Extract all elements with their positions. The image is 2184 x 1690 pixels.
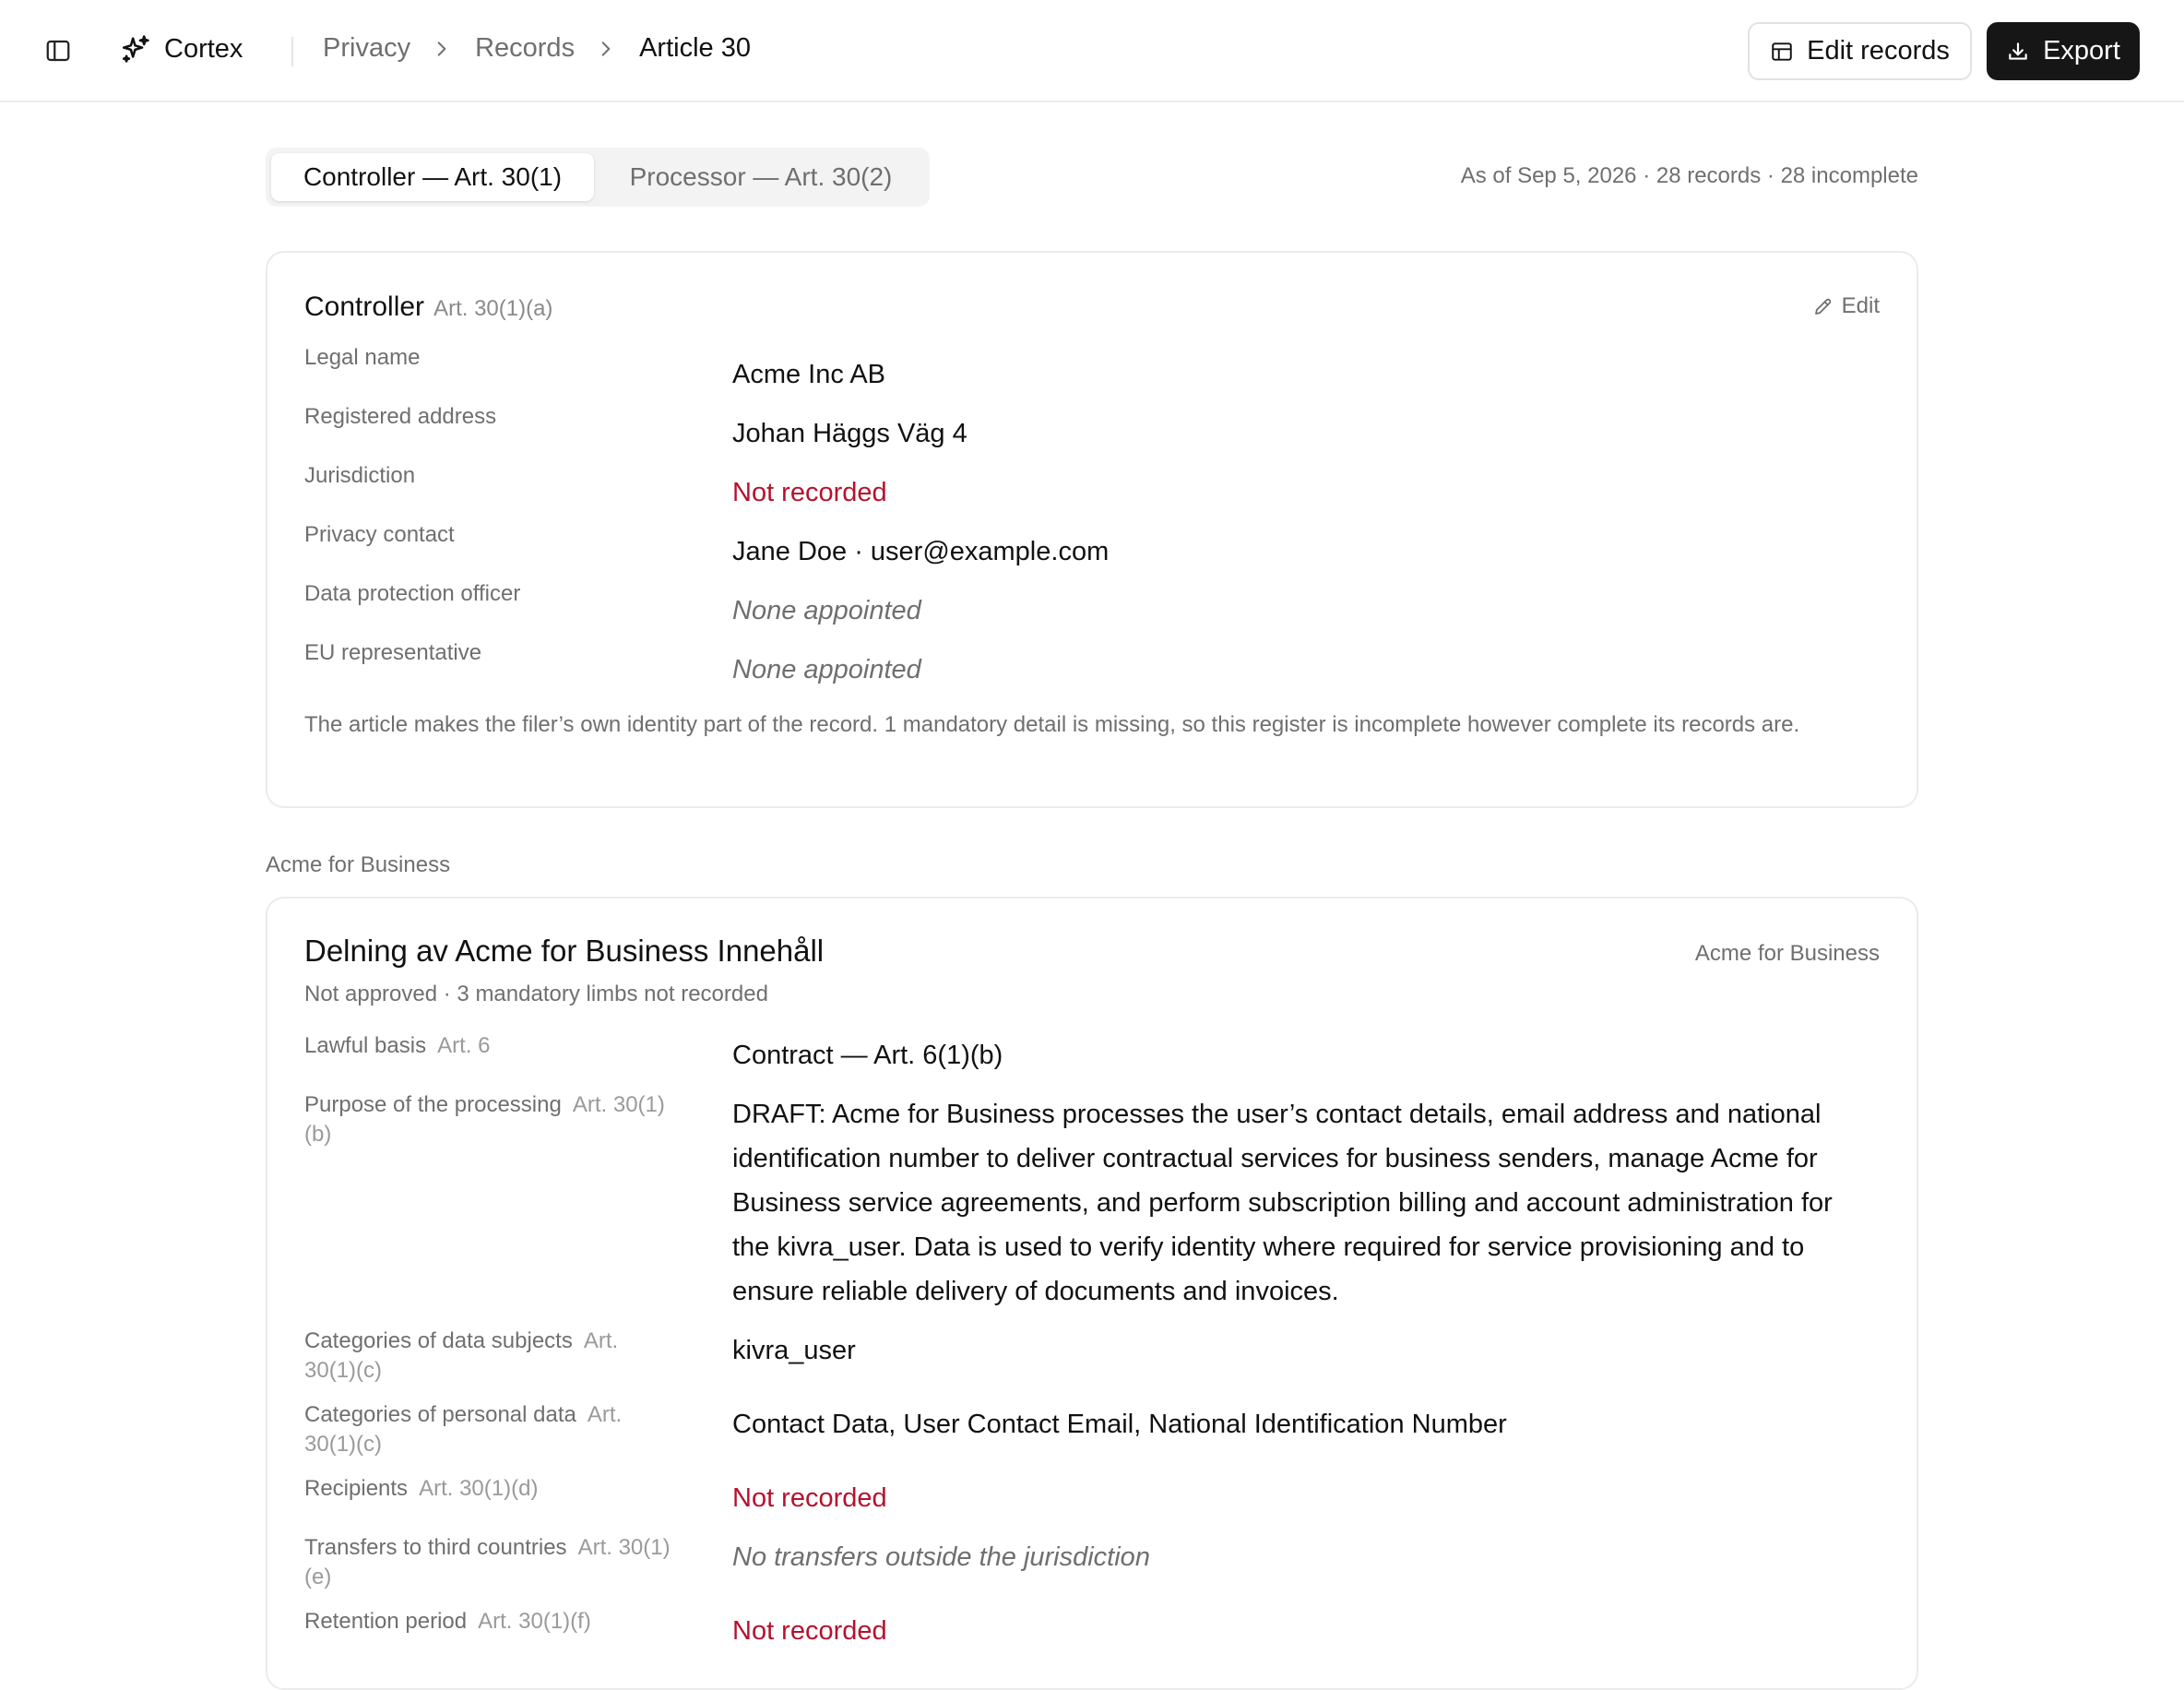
- sidebar-toggle-icon[interactable]: [44, 37, 72, 65]
- records-summary: As of Sep 5, 2026 · 28 records · 28 incomplete: [1460, 163, 1918, 188]
- record-status: Not approved · 3 mandatory limbs not recorded: [304, 982, 768, 1006]
- breadcrumb-privacy[interactable]: Privacy: [323, 33, 411, 63]
- missing-value: Not recorded: [732, 478, 887, 507]
- empty-value: None appointed: [732, 655, 921, 684]
- chevron-right-icon: [597, 40, 615, 58]
- missing-value: Not recorded: [732, 1616, 887, 1646]
- field-value: Contact Data, User Contact Email, National Identification Number: [732, 1410, 1507, 1439]
- field-value: DRAFT: Acme for Business processes the user’s contact details, email address and national identification number to deliver contractual services for business senders, manage Acme for Business service agreements, and perform subscription billing and account administration for the kivra_user. Data is used to verify identity where required for service provisioning and to ensure reliable delivery of documents and invoices.: [732, 1100, 1833, 1306]
- field-label: Categories of personal data Art. 30(1)(c): [304, 1402, 623, 1457]
- empty-value: None appointed: [732, 596, 921, 625]
- field-label: Purpose of the processing Art. 30(1)(b): [304, 1092, 665, 1147]
- field-value: Acme Inc AB: [732, 360, 886, 389]
- edit-records-button[interactable]: [1748, 22, 1972, 80]
- brand-name: Cortex: [164, 33, 243, 64]
- sparkles-icon: [120, 33, 151, 65]
- article-tabs: [266, 148, 930, 207]
- chevron-right-icon: [433, 40, 451, 58]
- export-button[interactable]: [1987, 22, 2140, 80]
- record-tag: Acme for Business: [1694, 941, 1880, 966]
- field-label: EU representative: [304, 640, 482, 665]
- field-value: Johan Häggs Väg 4: [732, 419, 967, 448]
- tab-processor[interactable]: Processor — Art. 30(2): [629, 162, 893, 191]
- field-label: Jurisdiction: [304, 463, 416, 488]
- field-value: kivra_user: [732, 1336, 856, 1365]
- breadcrumb: [323, 33, 751, 64]
- controller-note: The article makes the filer’s own identity part of the record. 1 mandatory detail is missing, so this register is incomplete however complete its records are.: [304, 712, 1800, 737]
- table-icon: [1770, 40, 1794, 64]
- record-title[interactable]: Delning av Acme for Business Innehåll: [304, 934, 825, 968]
- controller-title: Controller: [304, 292, 425, 322]
- controller-ref: Art. 30(1)(a): [433, 296, 553, 321]
- edit-records-label: Edit records: [1807, 36, 1950, 65]
- edit-label: Edit: [1841, 293, 1880, 318]
- breadcrumb-records[interactable]: Records: [475, 33, 576, 63]
- field-label: Categories of data subjects Art. 30(1)(c): [304, 1328, 619, 1383]
- controller-heading: [304, 292, 552, 323]
- field-label: Data protection officer: [304, 581, 521, 606]
- field-label: Lawful basis Art. 6: [304, 1033, 491, 1058]
- controller-card: [266, 251, 1918, 808]
- field-label: Registered address: [304, 404, 497, 429]
- field-label: Transfers to third countries Art. 30(1)(e): [304, 1535, 671, 1589]
- download-icon: [2006, 40, 2030, 64]
- field-label: Retention period Art. 30(1)(f): [304, 1609, 591, 1634]
- processing-record-card: [266, 897, 1918, 1690]
- edit-controller-button[interactable]: [1812, 293, 1880, 319]
- field-value: Jane Doe · user@example.com: [732, 537, 1110, 566]
- field-value: Contract — Art. 6(1)(b): [732, 1041, 1003, 1070]
- breadcrumb-current: Article 30: [639, 33, 751, 63]
- pencil-icon: [1812, 295, 1834, 317]
- missing-value: Not recorded: [732, 1483, 887, 1513]
- header-divider: [291, 37, 293, 66]
- empty-value: No transfers outside the jurisdiction: [732, 1542, 1150, 1572]
- field-label: Legal name: [304, 345, 421, 370]
- field-label: Privacy contact: [304, 522, 455, 547]
- top-bar: [0, 0, 2184, 102]
- export-label: Export: [2043, 36, 2120, 65]
- group-label: Acme for Business: [266, 852, 451, 877]
- tab-controller[interactable]: Controller — Art. 30(1): [271, 153, 594, 201]
- brand[interactable]: [120, 33, 243, 65]
- field-label: Recipients Art. 30(1)(d): [304, 1476, 539, 1501]
